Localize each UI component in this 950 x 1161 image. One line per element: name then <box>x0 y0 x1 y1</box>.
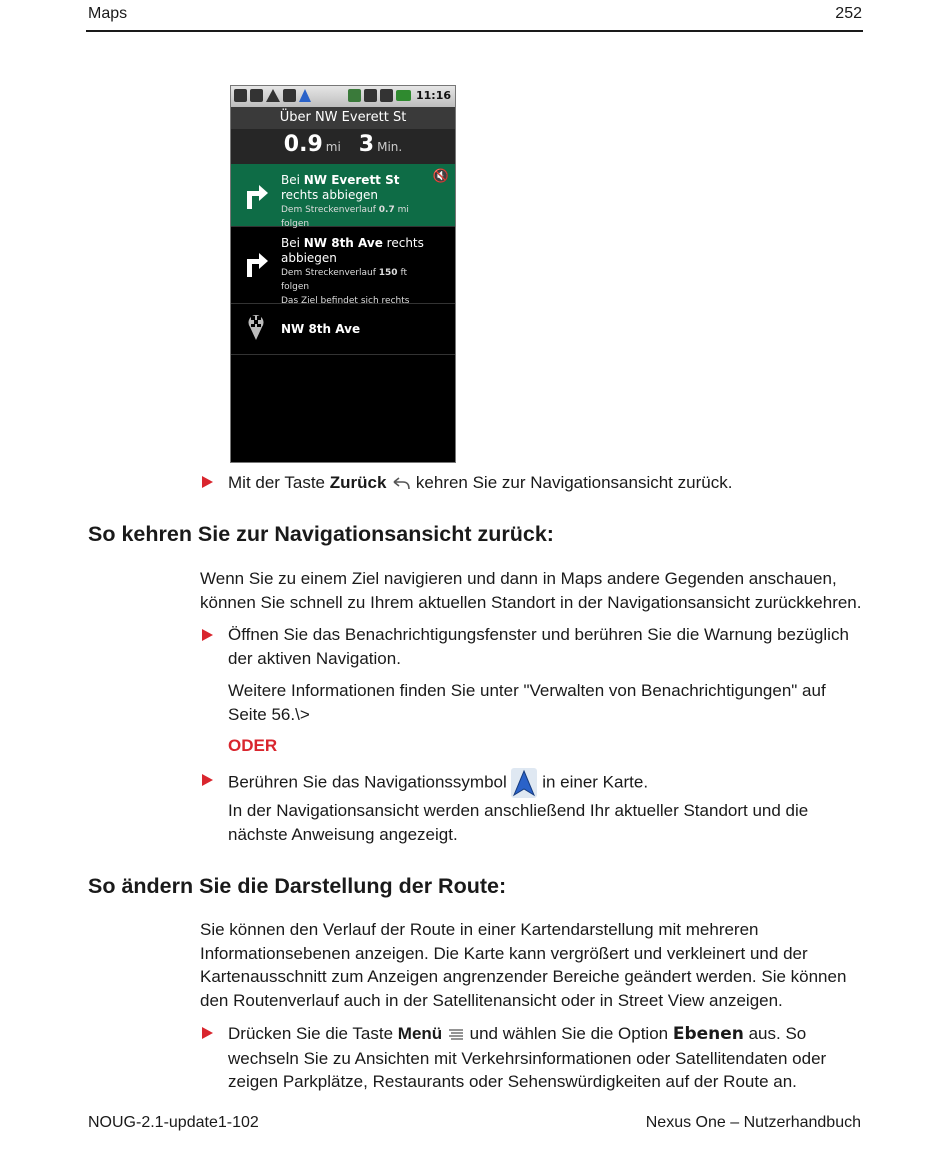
navigation-screenshot <box>230 85 456 463</box>
menu-key-label: Menü <box>397 1024 443 1043</box>
warning-icon <box>266 89 280 102</box>
document-code: NOUG-2.1-update1-102 <box>88 1114 259 1131</box>
step-text: Bei NW Everett St rechts abbiegen Dem Streckenverlauf 0.7 mi folgen <box>281 173 429 231</box>
section-heading: So ändern Sie die Darstellung der Route: <box>88 874 507 898</box>
distance-unit: mi <box>325 140 341 154</box>
turn-right-arrow-icon <box>243 247 269 277</box>
distance-value: 0.9 <box>283 132 323 157</box>
destination-name: NW 8th Ave <box>281 322 361 336</box>
layers-option-label: Ebenen <box>672 1024 744 1044</box>
navigation-arrow-icon <box>299 89 311 102</box>
calendar-icon <box>250 89 263 102</box>
navigation-icon <box>511 768 537 798</box>
bullet-marker <box>202 774 213 786</box>
voicemail-icon <box>234 89 247 102</box>
vibrate-icon <box>364 89 377 102</box>
instruction-layers: Drücken Sie die Taste Menü und wählen Sie die Option Ebenen aus. So wechseln Sie zu Ansichten mit Verkehrsinformationen oder Satellitendaten oder zeigen Parkplätze, Restaurants oder Sehenswürdigkeiten auf der Route an. <box>228 1024 827 1091</box>
step-street: NW Everett St <box>303 173 400 187</box>
direction-step-destination[interactable] <box>231 304 455 355</box>
back-key-instruction: Mit der Taste Zurück kehren Sie zur Navigationsansicht zurück. <box>228 473 733 492</box>
running-header-section: Maps <box>88 5 128 22</box>
speaker-mute-icon[interactable]: 🔇 <box>432 169 449 184</box>
step-subtext: Dem Streckenverlauf 0.7 mi folgen <box>281 205 409 229</box>
back-icon <box>391 477 411 491</box>
phone-status-bar <box>231 86 455 107</box>
step-subtext: Dem Streckenverlauf 150 ft folgen <box>281 268 407 292</box>
or-separator: ODER <box>228 736 278 755</box>
distance-time-bar <box>231 129 455 164</box>
usb-icon <box>283 89 296 102</box>
bullet-marker <box>202 476 213 488</box>
section-intro: Sie können den Verlauf der Route in einer Kartendarstellung mit mehreren Informationsebenen anzeigen. Die Karte kann vergrößert und verkleinert und der Kartenausschnitt zum Anzeigen angrenzender Bereiche geändert werden. Sie können den Routenverlauf auch in der Satellitenansicht oder in Street View anzeigen. <box>200 920 847 1010</box>
menu-icon <box>447 1028 465 1042</box>
direction-step-current[interactable] <box>231 164 455 227</box>
bullet-marker <box>202 1027 213 1039</box>
bullet-marker <box>202 629 213 641</box>
step-subtext-2: Das Ziel befindet sich rechts <box>281 296 410 306</box>
header-rule <box>86 30 863 32</box>
status-time: 11:16 <box>415 89 451 102</box>
page-number: 252 <box>835 5 862 22</box>
route-via: Über NW Everett St <box>231 107 455 129</box>
battery-icon <box>396 90 411 101</box>
step-street: NW 8th Ave <box>303 236 383 250</box>
section-heading: So kehren Sie zur Navigationsansicht zurück: <box>88 522 554 546</box>
instruction-nav-symbol: Berühren Sie das Navigationssymbol in einer Karte. <box>228 768 868 798</box>
step-text: Bei NW 8th Ave rechts abbiegen Dem Streckenverlauf 150 ft folgen Das Ziel befindet sich rechts <box>281 236 429 308</box>
time-unit: Min. <box>377 140 403 154</box>
section-intro: Wenn Sie zu einem Ziel navigieren und dann in Maps andere Gegenden anschauen, können Sie schnell zu Ihrem aktuellen Standort in der Navigationsansicht zurückkehren. <box>200 569 862 612</box>
manual-title: Nexus One – Nutzerhandbuch <box>645 1114 861 1131</box>
turn-right-arrow-icon <box>243 179 269 209</box>
direction-step[interactable] <box>231 227 455 304</box>
time-value: 3 <box>358 132 375 157</box>
signal-icon <box>380 89 393 102</box>
gps-icon <box>348 89 361 102</box>
cross-reference-note: Weitere Informationen finden Sie unter "Verwalten von Benachrichtigungen" auf Seite 56.\> <box>228 681 826 724</box>
destination-flag-icon <box>247 313 265 341</box>
instruction-notifications: Öffnen Sie das Benachrichtigungsfenster und berühren Sie die Warnung bezüglich der aktiven Navigation. <box>228 625 849 668</box>
result-note: In der Navigationsansicht werden anschließend Ihr aktueller Standort und die nächste Anweisung angezeigt. <box>228 801 809 844</box>
back-key-label: Zurück <box>329 473 387 492</box>
